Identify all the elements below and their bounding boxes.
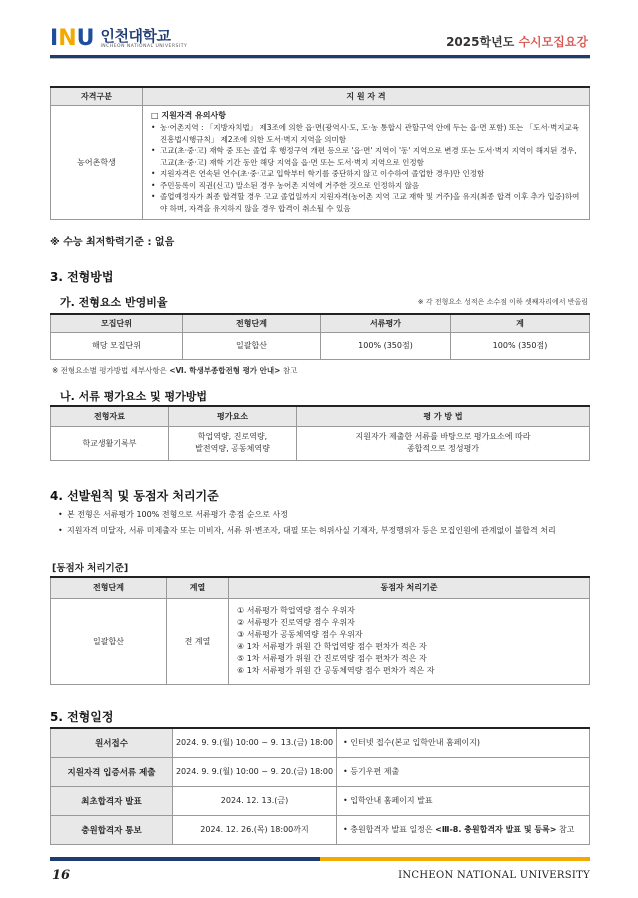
schedule-date: 2024. 12. 13.(금) (173, 786, 337, 815)
qualification-table-wrap (50, 86, 590, 220)
eval-cell-method: 지원자가 제출한 서류를 바탕으로 평가요소에 따라 종합적으로 정성평가 (297, 426, 590, 460)
footer-university-name: INCHEON NATIONAL UNIVERSITY (398, 870, 590, 881)
col-header-qualification: 지 원 자 격 (143, 87, 590, 105)
ratio-cell-stage: 일괄합산 (183, 332, 321, 359)
qual-row-label: 농어촌학생 (51, 105, 143, 219)
section-4-title: 4. 선발원칙 및 동점자 처리기준 (50, 489, 219, 503)
qual-note-item: • 주민등록이 직권(신고) 말소된 경우 농어촌 지역에 거주한 것으로 인정하지 않음 (151, 180, 420, 190)
title-prefix: 2025학년도 (446, 35, 519, 49)
footer-rule-gold (320, 857, 590, 861)
qual-note-item: • 농·어촌지역 : 「지방자치법」 제3조에 의한 읍·면(광역시·도, 도·농 통합시 관할구역 안에 두는 읍·면 포함) 또는 「도서·벽지교육진흥법시행규칙」 제2조에 의한 도서·벽지 지역을 의미함 (151, 123, 579, 144)
schedule-row (51, 815, 590, 844)
principle-item: • 본 전형은 서류평가 100% 전형으로 서류평가 총점 순으로 사정 (58, 510, 288, 519)
eval-table-wrap (50, 405, 590, 461)
csat-requirement-note: ※ 수능 최저학력기준 : 없음 (50, 237, 175, 248)
tie-cell-track: 전 계열 (167, 598, 229, 684)
tie-rule: ⑤ 1차 서류평가 위원 간 진로역량 점수 편차가 적은 자 (237, 654, 427, 663)
schedule-table (50, 727, 590, 845)
schedule-row (51, 786, 590, 815)
schedule-row (51, 757, 590, 786)
tie-rule: ① 서류평가 학업역량 점수 우위자 (237, 606, 355, 615)
qual-notes-list (151, 122, 583, 214)
schedule-note: • 등기우편 제출 (337, 757, 590, 786)
ratio-table-wrap (50, 313, 590, 360)
schedule-label: 원서접수 (51, 728, 173, 757)
col-header-method: 평 가 방 법 (297, 406, 590, 426)
tie-break-title: [동점자 처리기준] (52, 563, 129, 574)
header-rule-thin (50, 58, 590, 59)
schedule-label: 지원자격 입증서류 제출 (51, 757, 173, 786)
schedule-date: 2024. 9. 9.(월) 10:00 ~ 9. 13.(금) 18:00 (173, 728, 337, 757)
tie-table (50, 576, 590, 685)
tie-rule: ④ 1차 서류평가 위원 간 학업역량 점수 편차가 적은 자 (237, 642, 427, 651)
page-number: 16 (52, 868, 71, 883)
schedule-label: 최초합격자 발표 (51, 786, 173, 815)
rounding-note: ※ 각 전형요소 성적은 소수점 이하 셋째자리에서 반올림 (417, 298, 588, 306)
logo-letter-u: U (76, 26, 95, 51)
schedule-note: • 입학안내 홈페이지 발표 (337, 786, 590, 815)
document-title (446, 33, 588, 50)
col-header-stage: 전형단계 (183, 314, 321, 332)
selection-principles (58, 508, 590, 538)
schedule-date: 2024. 9. 9.(월) 10:00 ~ 9. 20.(금) 18:00 (173, 757, 337, 786)
ratio-cell-total: 100% (350점) (451, 332, 590, 359)
footer-rule-navy (50, 857, 320, 861)
col-header-qual-type: 자격구분 (51, 87, 143, 105)
eval-cell-material: 학교생활기록부 (51, 426, 169, 460)
qual-row-content (143, 105, 590, 219)
qual-notes-title: □ 지원자격 유의사항 (151, 111, 226, 120)
section-3a-title: 가. 전형요소 반영비율 (60, 296, 168, 309)
col-header-tie-stage: 전형단계 (51, 577, 167, 598)
schedule-date: 2024. 12. 26.(목) 18:00까지 (173, 815, 337, 844)
col-header-tie-rule: 동점자 처리기준 (229, 577, 590, 598)
eval-table (50, 405, 590, 461)
ratio-cell-doc-eval: 100% (350점) (321, 332, 451, 359)
logo-korean-name: 인천대학교 (100, 27, 171, 45)
tie-rule: ③ 서류평가 공동체역량 점수 우위자 (237, 630, 363, 639)
schedule-note: • 충원합격자 발표 일정은 <Ⅲ-8. 충원합격자 발표 및 등록> 참고 (337, 815, 590, 844)
tie-cell-rules (229, 598, 590, 684)
qualification-table (50, 86, 590, 220)
logo-mark (50, 28, 94, 50)
col-header-material: 전형자료 (51, 406, 169, 426)
ratio-table (50, 313, 590, 360)
col-header-total: 계 (451, 314, 590, 332)
tie-rule: ② 서류평가 진로역량 점수 우위자 (237, 618, 355, 627)
col-header-doc-eval: 서류평가 (321, 314, 451, 332)
qual-note-item: • 지원자격은 연속된 연수(초·중·고교 입학부터 학기를 중단하지 않고 이수하여 졸업한 경우)만 인정함 (151, 169, 485, 178)
tie-rule: ⑥ 1차 서류평가 위원 간 공동체역량 점수 편차가 적은 자 (237, 666, 435, 675)
principle-item: • 지원자격 미달자, 서류 미제출자 또는 미비자, 서류 위·변조자, 대필 또는 허위사실 기재자, 부정행위자 등은 모집인원에 관계없이 불합격 처리 (58, 526, 556, 535)
section-5-title: 5. 전형일정 (50, 710, 114, 724)
selection-principles-list (58, 508, 590, 538)
section-3b-title: 나. 서류 평가요소 및 평가방법 (60, 390, 208, 403)
col-header-tie-track: 계열 (167, 577, 229, 598)
schedule-row (51, 728, 590, 757)
ratio-cell-unit: 해당 모집단위 (51, 332, 183, 359)
schedule-note: • 인터넷 접수(본교 입학안내 홈페이지) (337, 728, 590, 757)
section-3-title: 3. 전형방법 (50, 270, 114, 284)
col-header-unit: 모집단위 (51, 314, 183, 332)
logo-letter-i: I (50, 26, 59, 51)
col-header-element: 평가요소 (169, 406, 297, 426)
title-highlight: 수시모집요강 (518, 35, 588, 49)
schedule-table-wrap (50, 727, 590, 845)
qual-note-item: • 고교(초·중·고) 재학 중 또는 졸업 후 행정구역 개편 등으로 '읍·면' 지역이 '동' 지역으로 변경 또는 도서·벽지 지역이 해지된 경우, 고교(초·중·고) 재학 기간 동안 해당 지역을 읍·면 또는 도서·벽지 지역으로 인정함 (151, 146, 577, 167)
logo-letter-n: N (58, 26, 77, 51)
schedule-label: 충원합격자 통보 (51, 815, 173, 844)
tie-table-wrap (50, 576, 590, 685)
university-logo (50, 26, 187, 52)
eval-cell-element: 학업역량, 진로역량, 발전역량, 공동체역량 (169, 426, 297, 460)
qual-note-item: • 졸업예정자가 최종 합격할 경우 고교 졸업일까지 지원자격(농어촌 지역 고교 재학 및 거주)을 유지(최종 합격 이후 추가 입증)하여야 하며, 자격을 유지하지 않을 경우 합격이 취소될 수 있음 (151, 192, 580, 213)
tie-cell-stage: 일괄합산 (51, 598, 167, 684)
evaluation-detail-note: ※ 전형요소별 평가방법 세부사항은 <Ⅵ. 학생부종합전형 평가 안내> 참고 (52, 366, 298, 375)
logo-english-name: INCHEON NATIONAL UNIVERSITY (100, 44, 188, 49)
